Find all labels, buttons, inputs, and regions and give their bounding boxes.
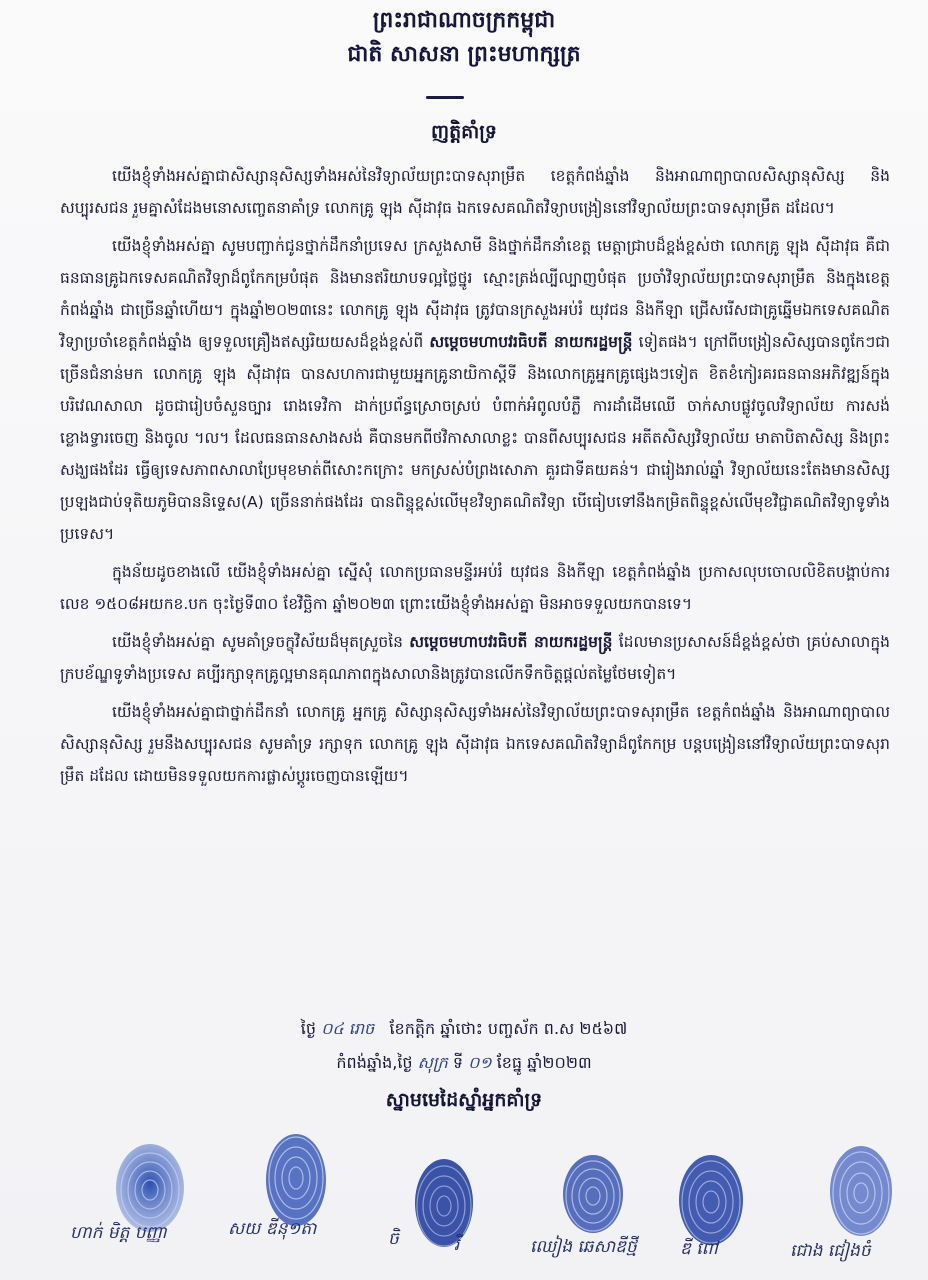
signer-name-4: រី [454,1235,460,1255]
title-divider [426,96,464,99]
motto-title: ជាតិ សាសនា ព្រះមហាក្សត្រ [347,42,581,67]
handwritten-weekday: សុក្រ [417,1053,448,1072]
lunar-date-line: ថ្ងៃ ០៤ រោច ខែកត្តិក ឆ្នាំថោះ បញ្ចស័ក ព.ស ២៥៦៧ [300,1019,628,1038]
paragraph-1: យើងខ្ញុំទាំងអស់គ្នាជាសិស្សានុសិស្សទាំងអស់នៃវិទ្យាល័យព្រះបាទសុរាម្រឹត ខេត្តកំពង់ឆ្នាំង និងអាណាព្យាបាលសិស្សានុសិស្ស និងសប្បុរសជន រួមគ្នាសំដែងមនោសញ្ចេតនាគាំទ្រ លោកគ្រូ ឡុង ស៊ីដាវុធ ឯកទេសគណិតវិទ្យាបង្រៀននៅវិទ្យាល័យព្រះបាទសុរាម្រឹត ដដែល។ [60,167,890,217]
fingerprint-4 [560,1152,626,1236]
pm-title-bold: សម្តេចមហាបវរធិបតី នាយករដ្ឋមន្រ្តី [429,333,633,351]
fingerprint-2 [262,1130,330,1230]
signer-name-1: ហាក់ មិត្ត បញ្ញា [70,1223,167,1243]
handwritten-lunar-day: ០៤ រោច [321,1019,375,1038]
fingerprint-3 [412,1156,476,1250]
signer-name-5: ឈៀង ឆេសាឌីថ្មី [530,1237,637,1257]
signer-name-2: សយ ឌីនុ១តា [228,1219,317,1239]
paragraph-5: យើងខ្ញុំទាំងអស់គ្នាជាថ្នាក់ដឹកនាំ លោកគ្រូ អ្នកគ្រូ សិស្សានុសិស្សទាំងអស់នៃវិទ្យាល័យព្រះបាទសុរាម្រឹត ខេត្តកំពង់ឆ្នាំង និងអាណាព្យាបាលសិស្សានុសិស្ស រួមនឹងសប្បុរសជន សូមគាំទ្រ រក្សាទុក លោកគ្រូ ឡុង ស៊ីដាវុធ ឯកទេសគណិតវិទ្យាដ៏ពូកែកម្រ បន្តបង្រៀននៅវិទ្យាល័យព្រះបាទសុរាម្រឹត ដដែល ដោយមិនទទួលយកការផ្លាស់ប្តូរចេញបានឡើយ។ [60,703,890,785]
signer-name-7: ជោង ជៀងចំ [790,1241,871,1261]
kingdom-title: ព្រះរាជាណាចក្រកម្ពុជា [372,8,556,33]
petition-body [60,160,890,798]
paragraph-2: យើងខ្ញុំទាំងអស់គ្នា សូមបញ្ជាក់ជូនថ្នាក់ដឹកនាំប្រទេស ក្រសួងសាមី និងថ្នាក់ដឹកនាំខេត្ត មេត្តាជ្រាបដ៏ខ្ពង់ខ្ពស់ថា លោកគ្រូ ឡុង ស៊ីដាវុធ គឺជាធនធានគ្រូឯកទេសគណិតវិទ្យាដ៏ពូកែកម្របំផុត និងមានឥរិយាបទល្អថ្លៃថ្នូរ ស្មោះត្រង់ល្បីល្បាញបំផុត ប្រចាំវិទ្យាល័យព្រះបាទសុរាម្រឹត និងក្នុងខេត្តកំពង់ឆ្នាំង ជាច្រើនឆ្នាំហើយ។ ក្នុងឆ្នាំ២០២៣នេះ លោកគ្រូ ឡុង ស៊ីដាវុធ ត្រូវបានក្រសួងអប់រំ យុវជន និងកីឡា ជ្រើសរើសជាគ្រូឆ្នើមឯកទេសគណិតវិទ្យាប្រចាំខេត្តកំពង់ឆ្នាំង ឲ្យទទួលគ្រឿងឥស្សរិយយសដ៏ខ្ពង់ខ្ពស់ពី សម្តេចមហាបវរធិបតី នាយករដ្ឋមន្រ្តី ទៀតផង។ ក្រៅពីបង្រៀនសិស្សបានពូកែៗជាច្រើនជំនាន់មក លោកគ្រូ ឡុង ស៊ីដាវុធ បានសហការជាមួយអ្នកគ្រូនាយិកាស្តីទី និងលោកគ្រូអ្នកគ្រូផ្សេងៗទៀត ខិតខំកៀរគរធនធានអភិវឌ្ឍន៍ក្នុងបរិវេណសាលា ដូចជារៀបចំសួនច្បារ រោងទេវិកា ដាក់ប្រព័ន្ធស្រោចស្រប់ បំពាក់អំពូលបំភ្លឺ ការដាំដើមឈើ ចាក់សាបផ្លូវចូលវិទ្យាល័យ ការសង់ខ្លោងទ្វារចេញ និងចូល ។ល។ ដែលធនធានសាងសង់ គឺបានមកពីថវិកាសាលាខ្លះ បានពីសប្បុរសជន អតីតសិស្សវិទ្យាល័យ មាតាបិតាសិស្ស និងព្រះសង្ឃផងដែរ ធ្វើឲ្យទេសភាពសាលាប្រែមុខមាត់ពីសោះកក្រោះ មកស្រស់បំព្រងសោភា គួរជាទីគយគន់។ ជារៀងរាល់ឆ្នាំ វិទ្យាល័យនេះតែងមានសិស្សប្រឡងជាប់ទុតិយភូមិបាននិទ្ទេស(A) ច្រើននាក់ផងដែរ បានពិន្ទុខ្ពស់លើមុខវិទ្យាគណិតវិទ្យា បើធៀបទៅនឹងកម្រិតពិន្ទុខ្ពស់លើមុខវិជ្ជាគណិតវិទ្យាទូទាំងប្រទេស។ [60,237,890,543]
fingerprint-5 [676,1152,746,1248]
signature-heading: ស្នាមមេដៃស្នាំអ្នកគាំទ្រ [385,1089,543,1111]
signer-name-6: ឌី ពៅ [680,1239,718,1259]
paragraph-3: ក្នុងន័យដូចខាងលើ យើងខ្ញុំទាំងអស់គ្នា ស្នើសុំ លោកប្រធានមន្ទីរអប់រំ យុវជន និងកីឡា ខេត្តកំពង់ឆ្នាំង ប្រកាសលុបចោលលិខិតបង្គាប់ការ លេខ ១៥០៨អយកខ.បក ចុះថ្ងៃទី៣០ ខែវិច្ឆិកា ឆ្នាំ២០២៣ ព្រោះយើងខ្ញុំទាំងអស់គ្នា មិនអាចទទួលយកបានទេ។ [60,563,890,613]
signer-name-3: ចិ [388,1229,399,1249]
fingerprint-6 [826,1142,896,1240]
paragraph-4: យើងខ្ញុំទាំងអស់គ្នា សូមគាំទ្រចក្ខុវិស័យដ៏មុតស្រួចនៃ សម្តេចមហាបវរធិបតី នាយករដ្ឋមន្រ្តី ដែលមានប្រសាសន៍ដ៏ខ្ពង់ខ្ពស់ថា គ្រប់សាលាក្នុងក្របខ័ណ្ឌទូទាំងប្រទេស គប្បីរក្សាទុកគ្រូល្អមានគុណភាពក្នុងសាលានិងត្រូវបានលើកទឹកចិត្តផ្តល់តម្លៃថែមទៀត។ [60,633,890,683]
handwritten-day-number: ០១ [468,1053,492,1072]
solar-date-line: កំពង់ឆ្នាំង,ថ្ងៃ សុក្រ ទី ០១ ខែធ្នូ ឆ្នាំ២០២៣ [336,1053,592,1072]
pm-title-bold-2: សម្តេចមហាបវរធិបតី នាយករដ្ឋមន្រ្តី [409,633,613,651]
document-heading: ញត្តិគាំទ្រ [431,121,497,143]
